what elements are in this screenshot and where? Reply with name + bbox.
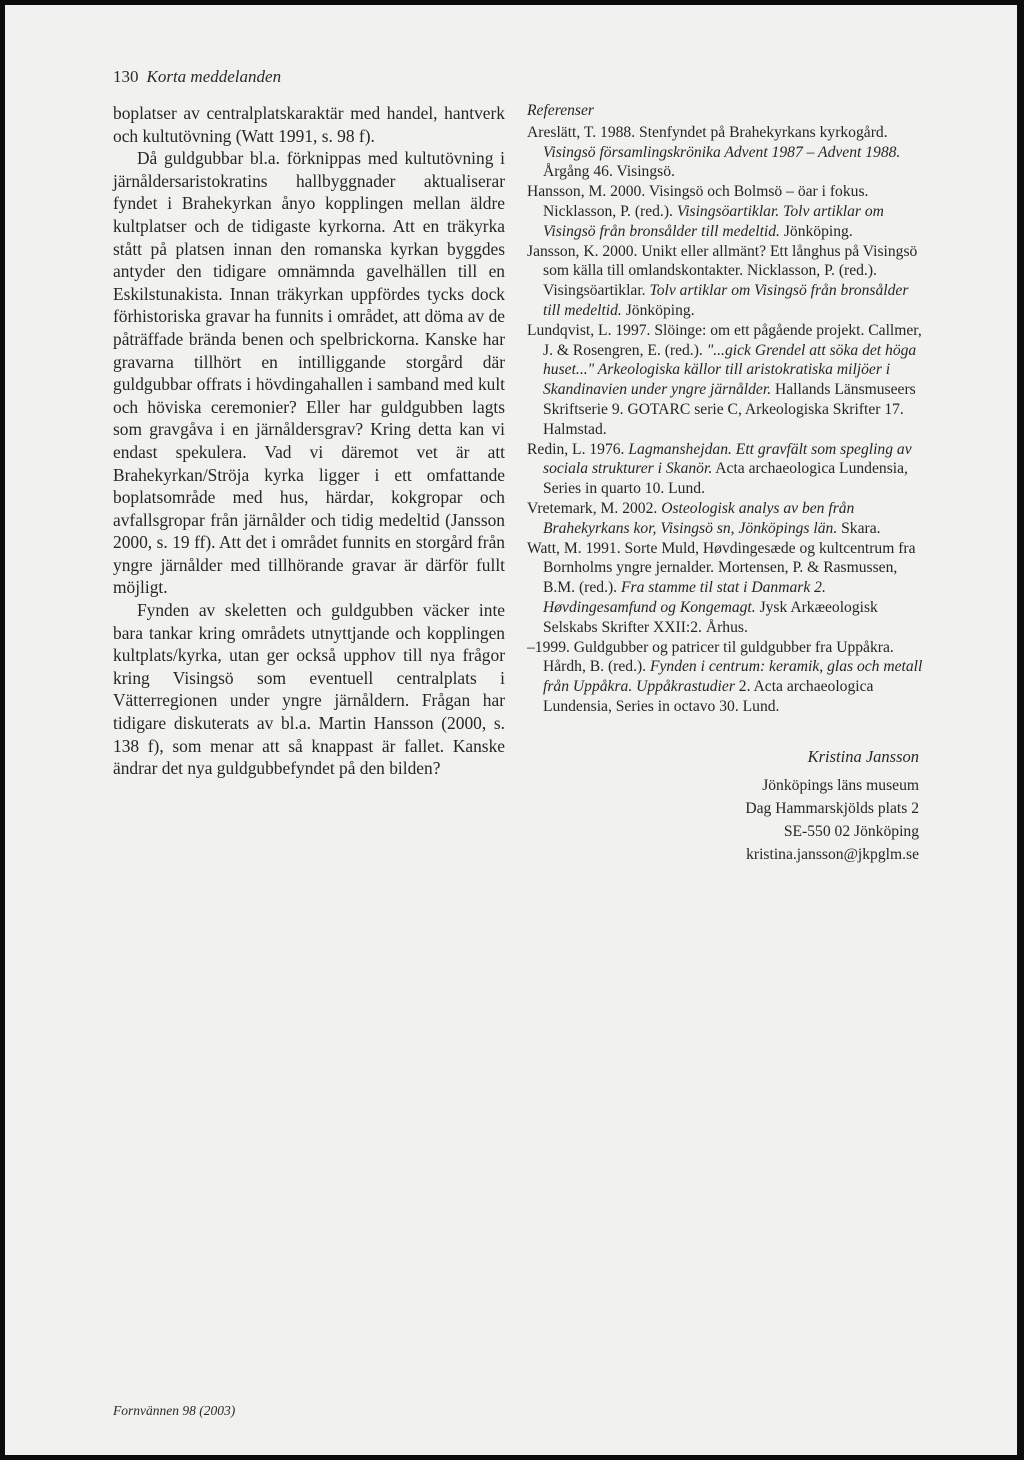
reference-text: Skara. bbox=[837, 519, 881, 537]
reference-text: Jansson, K. 2000. Unikt eller allmänt? Ett långhus på Visingsö som källa till omlandskontakter. Nicklasson, P. (red.). Visingsöartiklar. bbox=[527, 242, 918, 300]
reference-entry bbox=[527, 499, 923, 539]
reference-text: Hansson, M. 2000. Visingsö och Bolmsö – öar i fokus. Nicklasson, P. (red.). bbox=[527, 183, 869, 220]
page bbox=[5, 5, 1017, 1455]
reference-text: 2. Acta archaeologica Lundensia, Series in octavo 30. Lund. bbox=[543, 678, 874, 715]
page-number: 130 bbox=[113, 67, 139, 86]
reference-title: Tolv artiklar om Visingsö från bronsålder till medeltid. bbox=[543, 282, 909, 319]
reference-text: Watt, M. 1991. Sorte Muld, Høvdingesæde og kultcentrum fra Bornholms yngre jernalder. Mortensen, P. & Rasmussen, B.M. (red.). bbox=[527, 539, 916, 597]
journal-footer: Fornvännen 98 (2003) bbox=[113, 1403, 236, 1418]
reference-text: Acta archaeologica Lundensia, Series in quarto 10. Lund. bbox=[543, 460, 908, 498]
body-paragraph-2: Då guldgubbar bl.a. förknippas med kultutövning i järnåldersaristokratins hallbyggnader aktualiserar fyndet i Brahekyrkan ånyo kopplingen mellan äldre kultplatser och de tidigaste kyrkorna. Att en träkyrka stått på platsen innan den romanska kyrkan byggdes antyder den tidigare omnämnda gavelhällen till en Eskilstunakista. Innan träkyrkan uppfördes tycks dock förhistoriska gravar ha funnits i området, att döma av de påträffade brända benen och spelbrickorna. Kanske har gravarna tillhört en intilliggande storgård där guldgubbar offrats i hövdingahallen i samband med kult och höviska ceremonier? Eller har guldgubben lagts som gravgåva i en järnåldersgrav? Kring detta kan vi endast spekulera. Vad vi däremot vet är att Brahekyrkan/Ströja kyrka ligger i ett omfattande boplatsområde med hus, härdar, kokgropar och avfallsgropar från järnålder och tidig medeltid (Jansson 2000, s. 19 ff). Att det i området funnits en storgård från yngre järnålder med tillhörande gravar är därför fullt möjligt. bbox=[113, 148, 505, 598]
reference-title: Fynden i centrum: keramik, glas och metall från Uppåkra. Uppåkrastudier bbox=[543, 658, 923, 696]
reference-text: Areslätt, T. 1988. Stenfyndet på Brahekyrkans kyrkogård. bbox=[527, 123, 888, 141]
reference-title: Osteologisk analys av ben från Brahekyrkans kor, Visingsö sn, Jönköpings län. bbox=[543, 499, 855, 537]
reference-text: Redin, L. 1976. bbox=[527, 440, 629, 458]
reference-entry bbox=[527, 539, 923, 638]
reference-text: Jönköping. bbox=[621, 301, 695, 319]
reference-entry bbox=[527, 638, 923, 717]
reference-title: Lagmanshejdan. Ett gravfält som spegling av sociala strukturer i Skanör. bbox=[543, 440, 912, 478]
reference-text: –1999. Guldgubber og patricer til guldgubber fra Uppåkra. Hårdh, B. (red.). bbox=[527, 638, 894, 676]
reference-list bbox=[527, 123, 923, 717]
reference-title: Visingsö församlingskrönika Advent 1987 – Advent 1988. bbox=[543, 143, 901, 161]
references-heading: Referenser bbox=[527, 102, 594, 119]
reference-title: Fra stamme til stat i Danmark 2. Høvdingesamfund og Kongemagt. bbox=[543, 579, 826, 616]
author-name: Kristina Jansson bbox=[807, 746, 919, 766]
reference-title: Visingsöartiklar. Tolv artiklar om Visingsö från bronsålder till medeltid. bbox=[543, 202, 884, 240]
author-email: kristina.jansson@jkpglm.se bbox=[746, 845, 919, 863]
reference-entry bbox=[527, 123, 923, 182]
body-paragraph-3: Fynden av skeletten och guldgubben väcker inte bara tankar kring områdets utnyttjande och kopplingen kultplats/kyrka, utan ger också upphov till nya frågor kring Visingsö som eventuell centralplats i Vätterregionen under yngre järnåldern. Frågan har tidigare diskuterats av bl.a. Martin Hansson (2000, s. 138 f), som menar att så knappast är fallet. Kanske ändrar det nya guldgubbefyndet på den bilden? bbox=[113, 600, 505, 779]
reference-text: Vretemark, M. 2002. bbox=[527, 499, 662, 517]
reference-text: Hallands Länsmuseers Skriftserie 9. GOTARC serie C, Arkeologiska Skrifter 17. Halmstad. bbox=[543, 381, 916, 438]
body-paragraph-1: boplatser av centralplatskaraktär med handel, hantverk och kultutövning (Watt 1991, s. 98 f). bbox=[113, 103, 505, 146]
reference-entry bbox=[527, 182, 923, 241]
reference-text: Jönköping. bbox=[779, 222, 853, 240]
reference-text: Lundqvist, L. 1997. Slöinge: om ett pågående projekt. Callmer, J. & Rosengren, E. (red.). bbox=[527, 321, 922, 359]
section-title: Korta meddelanden bbox=[146, 67, 282, 86]
reference-entry bbox=[527, 440, 923, 499]
reference-text: Årgång 46. Visingsö. bbox=[543, 163, 675, 181]
author-signature bbox=[527, 745, 923, 866]
author-affiliation: Jönköpings läns museum bbox=[762, 776, 919, 794]
reference-entry bbox=[527, 321, 923, 440]
author-city: SE-550 02 Jönköping bbox=[783, 822, 919, 840]
reference-text: Jysk Arkæeologisk Selskabs Skrifter XXII:2. Århus. bbox=[543, 598, 878, 636]
body-column bbox=[113, 102, 505, 780]
reference-entry bbox=[527, 242, 923, 321]
page-header bbox=[113, 67, 281, 87]
author-street: Dag Hammarskjölds plats 2 bbox=[745, 799, 919, 817]
reference-title: "...gick Grendel att söka det höga huset..." Arkeologiska källor till aristokratiska miljöer i Skandinavien under yngre järnålder. bbox=[543, 341, 917, 399]
references-column bbox=[527, 101, 923, 866]
